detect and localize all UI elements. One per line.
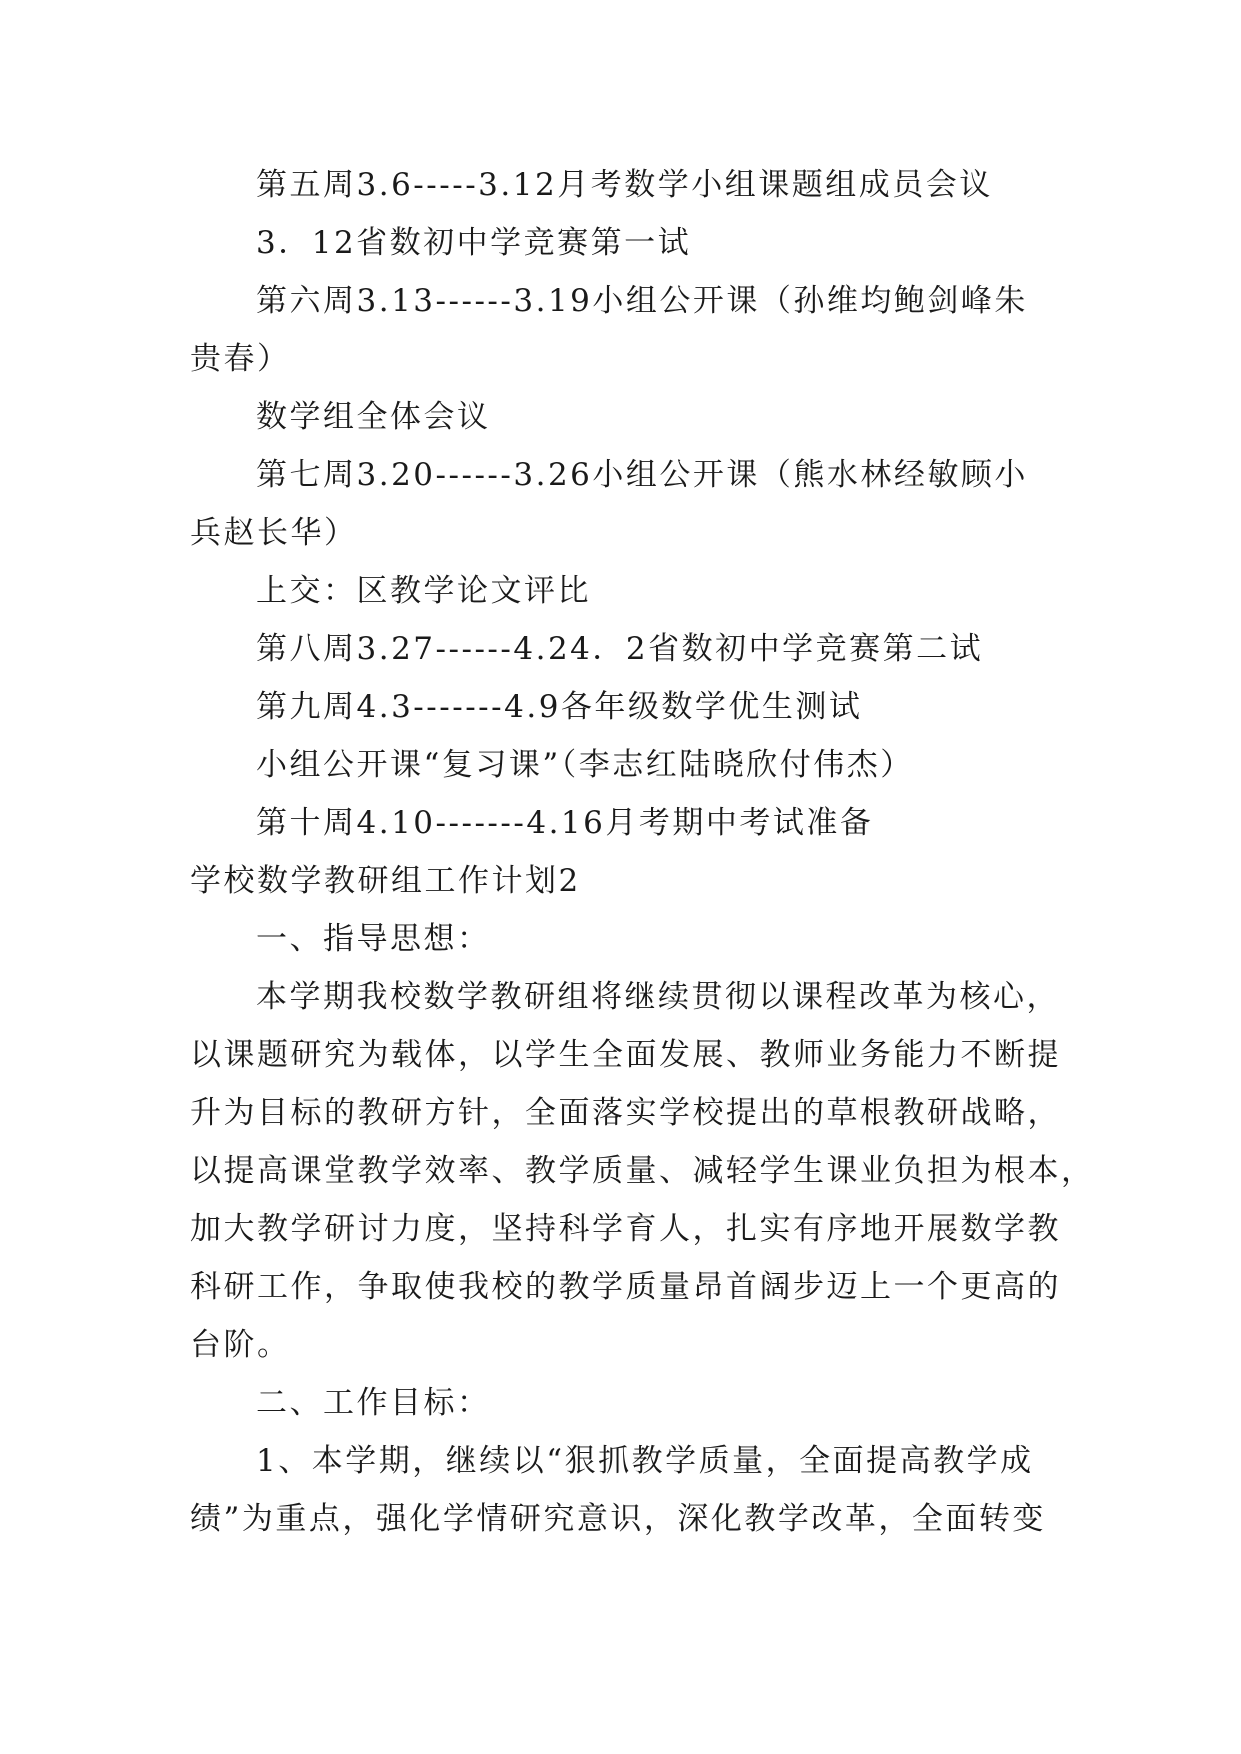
paragraph-line: 台阶。 — [190, 1327, 291, 1363]
paragraph-line: 以课题研究为载体，以学生全面发展、教师业务能力不断提 — [190, 1037, 1061, 1073]
paragraph-line: 升为目标的教研方针，全面落实学校提出的草根教研战略， — [190, 1095, 1061, 1131]
week8-line: 第八周3.27------4.24．2省数初中学竞赛第二试 — [256, 631, 984, 667]
paragraph-line: 科研工作，争取使我校的教学质量昂首阔步迈上一个更高的 — [190, 1269, 1061, 1305]
math-group-meeting-line: 数学组全体会议 — [256, 399, 491, 435]
week7-line-continued: 兵赵长华） — [190, 515, 358, 551]
week9-line: 第九周4.3-------4.9各年级数学优生测试 — [256, 689, 863, 725]
paragraph-line: 本学期我校数学教研组将继续贯彻以课程改革为核心， — [256, 979, 1060, 1015]
paragraph-line: 加大教学研讨力度，坚持科学育人，扎实有序地开展数学教 — [190, 1211, 1061, 1247]
review-lesson-line: 小组公开课“复习课”（李志红陆晓欣付伟杰） — [256, 747, 914, 783]
goal-paragraph-line: 绩”为重点，强化学情研究意识，深化教学改革，全面转变 — [190, 1501, 1046, 1537]
week6-line-continued: 贵春） — [190, 341, 291, 377]
competition-first-round-line: 3．12省数初中学竞赛第一试 — [256, 225, 692, 261]
paper-submission-line: 上交：区教学论文评比 — [256, 573, 591, 609]
week7-line: 第七周3.20------3.26小组公开课（熊水林经敏顾小 — [256, 457, 1028, 493]
paragraph-line: 以提高课堂教学效率、教学质量、减轻学生课业负担为根本， — [190, 1153, 1095, 1189]
heading-work-goals: 二、工作目标： — [256, 1385, 491, 1421]
heading-guiding-ideology: 一、指导思想： — [256, 921, 491, 957]
week5-line: 第五周3.6-----3.12月考数学小组课题组成员会议 — [256, 167, 993, 203]
week10-line: 第十周4.10-------4.16月考期中考试准备 — [256, 805, 874, 841]
section-title: 学校数学教研组工作计划2 — [190, 863, 581, 899]
week6-line: 第六周3.13------3.19小组公开课（孙维均鲍剑峰朱 — [256, 283, 1028, 319]
goal-paragraph-line: 1、本学期，继续以“狠抓教学质量，全面提高教学成 — [256, 1443, 1034, 1479]
